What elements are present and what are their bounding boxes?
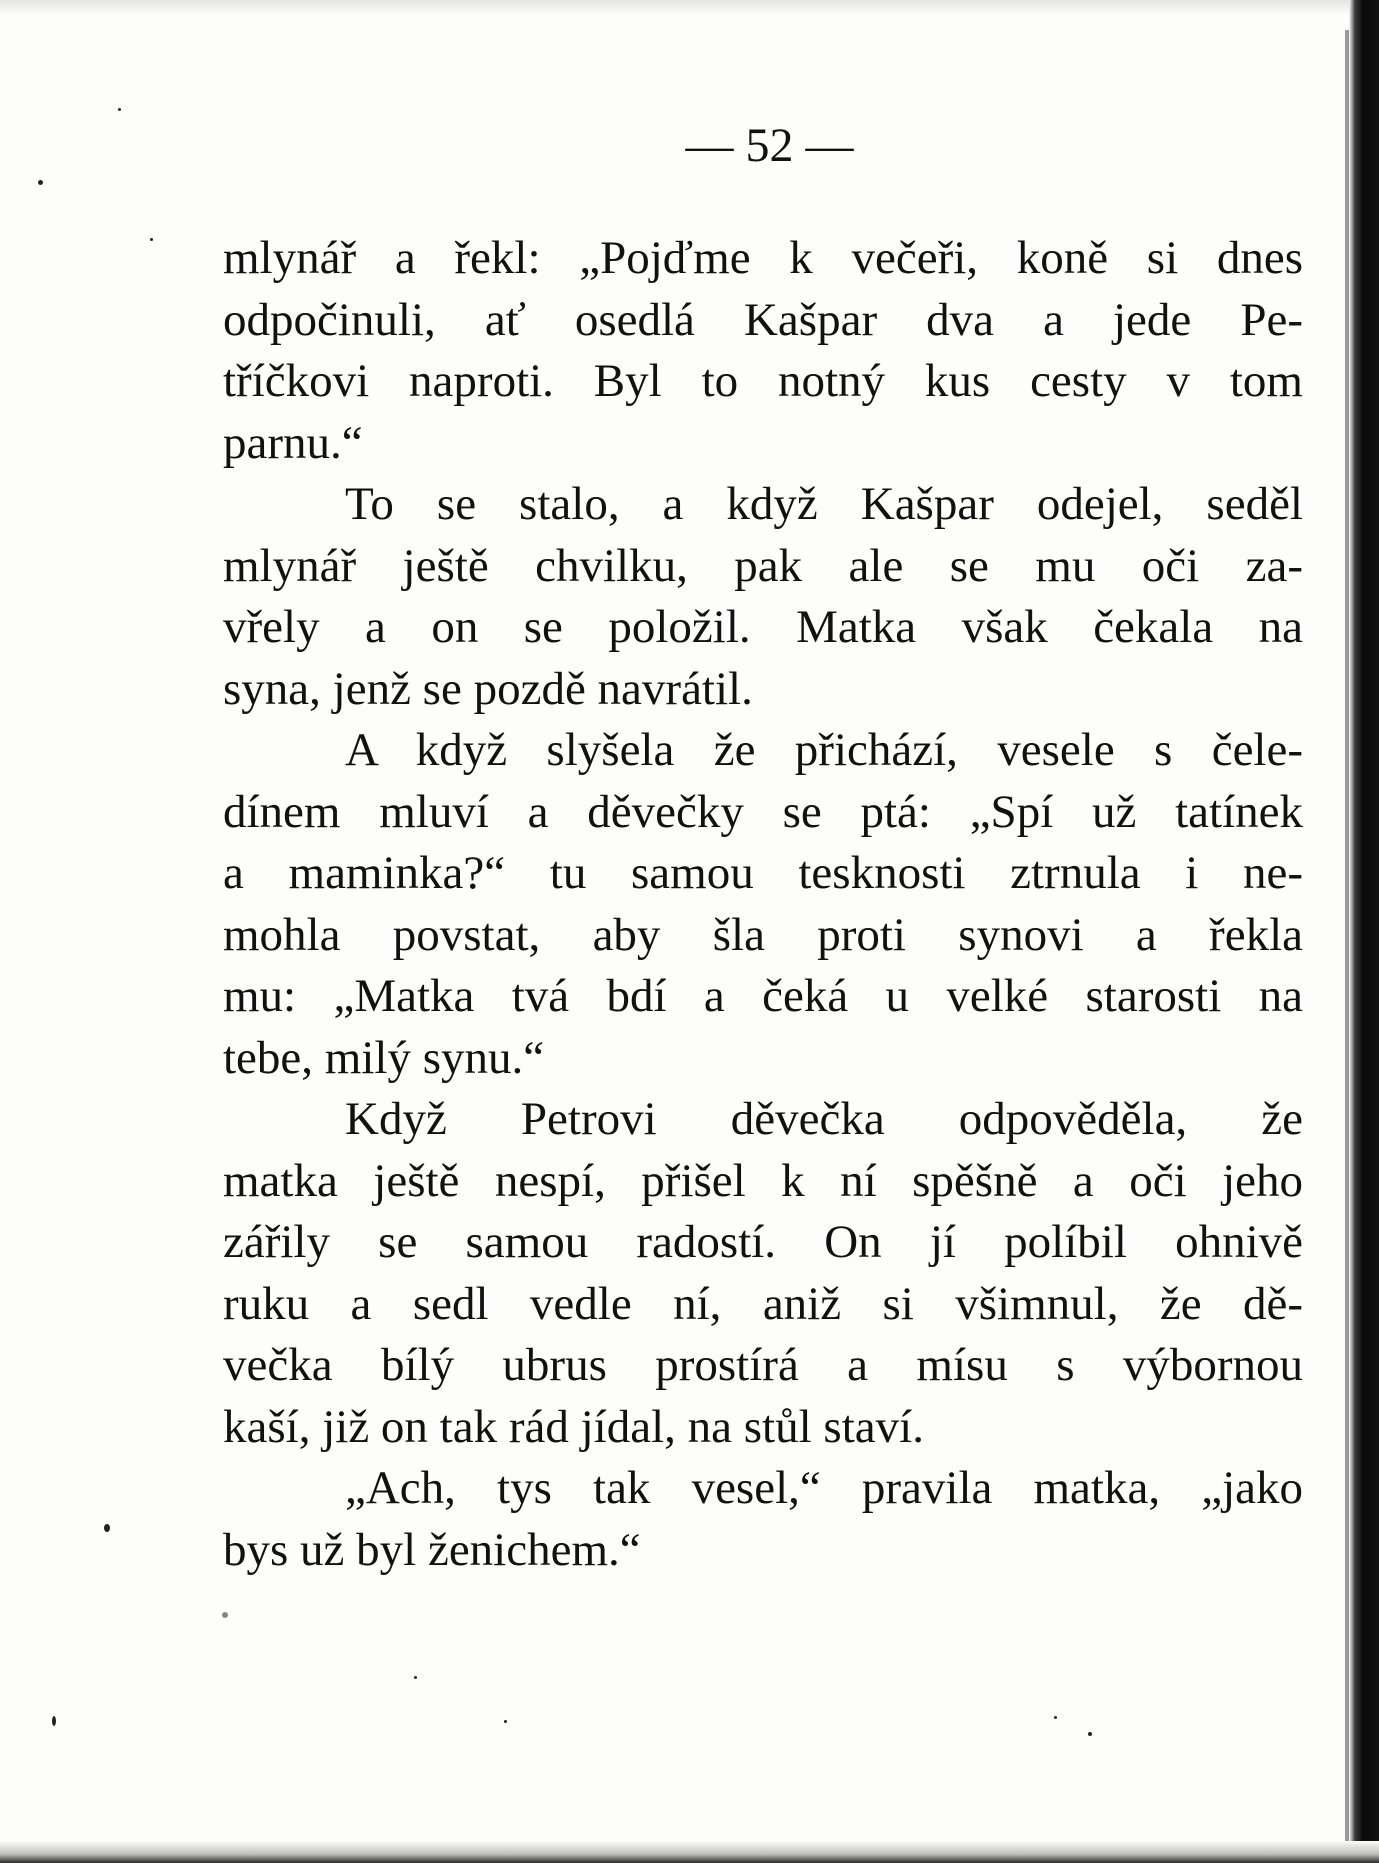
text-line: To se stalo, a když Kašpar odejel, seděl	[345, 478, 1303, 530]
page-right-edge	[1349, 0, 1379, 1863]
page-bottom-edge	[0, 1841, 1379, 1863]
text-line: večka bílý ubrus prostírá a mísu s výbornou	[223, 1339, 1303, 1391]
text-line: mlynář ještě chvilku, pak ale se mu oči za-	[223, 539, 1303, 592]
text-line: tříčkovi naproti. Byl to notný kus cesty v tom	[223, 355, 1303, 407]
scan-speck	[104, 1524, 110, 1532]
scan-speck	[504, 1720, 507, 1723]
text-line: zářily se samou radostí. On jí políbil ohnivě	[223, 1216, 1303, 1268]
scan-speck	[150, 238, 153, 241]
text-line: A když slyšela že přichází, vesele s čele-	[345, 724, 1303, 776]
text-line: kaší, již on tak rád jídal, na stůl staví.	[223, 1400, 924, 1453]
scan-speck	[1054, 1716, 1057, 1719]
scan-speck	[52, 1716, 56, 1726]
scan-speck	[222, 1612, 228, 1618]
text-line: vřely a on se položil. Matka však čekala na	[223, 601, 1303, 653]
scan-speck	[1088, 1732, 1092, 1736]
text-line: dínem mluví a děvečky se ptá: „Spí už tatínek	[223, 785, 1303, 838]
text-line: syna, jenž se pozdě navrátil.	[223, 662, 753, 715]
text-line: mlynář a řekl: „Pojďme k večeři, koně si dnes	[223, 232, 1303, 284]
text-line: Když Petrovi děvečka odpověděla, že	[345, 1093, 1303, 1145]
text-line: odpočinuli, ať osedlá Kašpar dva a jede Pe-	[223, 293, 1303, 346]
page-number: — 52 —	[685, 119, 854, 172]
text-line: a maminka?“ tu samou tesknosti ztrnula i ne-	[223, 847, 1303, 899]
text-line: bys už byl ženichem.“	[223, 1523, 641, 1576]
text-line: mu: „Matka tvá bdí a čeká u velké starosti na	[223, 970, 1303, 1022]
scan-speck	[118, 108, 121, 111]
text-line: parnu.“	[223, 416, 363, 469]
text-line: ruku a sedl vedle ní, aniž si všimnul, že dě-	[223, 1277, 1303, 1330]
scan-speck	[38, 180, 43, 185]
text-line: „Ach, tys tak vesel,“ pravila matka, „jako	[345, 1462, 1303, 1514]
text-line: mohla povstat, aby šla proti synovi a řekla	[223, 908, 1303, 961]
body-text	[223, 228, 1303, 1581]
text-line: tebe, milý synu.“	[223, 1031, 545, 1084]
page-top-edge	[0, 0, 1379, 14]
scan-speck	[414, 1676, 417, 1679]
text-line: matka ještě nespí, přišel k ní spěšně a oči jeho	[223, 1154, 1303, 1207]
